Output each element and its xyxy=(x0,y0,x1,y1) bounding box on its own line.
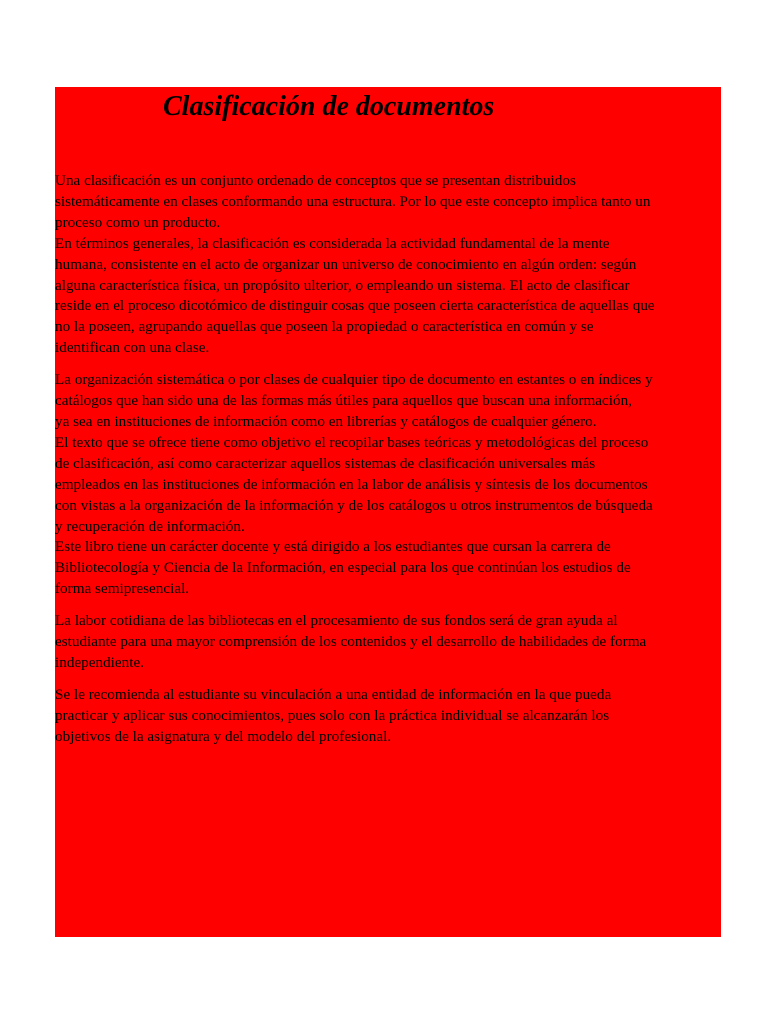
document-body xyxy=(55,171,721,759)
text-line: objetivos de la asignatura y del modelo del profesional. xyxy=(55,727,392,745)
text-line: Bibliotecología y Ciencia de la Información, en especial para los que continúan los estudios de xyxy=(55,559,631,577)
text-line: Una clasificación es un conjunto ordenado de conceptos que se presentan distribuidos xyxy=(55,172,576,189)
text-line: identifican con una clase. xyxy=(55,339,210,357)
text-line: reside en el proceso dicotómico de distinguir cosas que poseen cierta característica de aquellas que xyxy=(55,297,655,315)
text-line: empleados en las instituciones de información en la labor de análisis y síntesis de los documentos xyxy=(55,475,648,493)
text-line: no la poseen, agrupando aquellas que poseen la propiedad o característica en común y se xyxy=(55,318,594,336)
paragraph-2 xyxy=(55,370,721,600)
text-line: catálogos que han sido una de las formas más útiles para aquellos que buscan una información, xyxy=(55,392,632,410)
text-line: sistemáticamente en clases conformando una estructura. Por lo que este concepto implica tanto un xyxy=(55,192,651,210)
text-line: En términos generales, la clasificación es considerada la actividad fundamental de la mente xyxy=(55,234,610,252)
paragraph-3 xyxy=(55,611,721,674)
text-line: Se le recomienda al estudiante su vinculación a una entidad de información en la que pueda xyxy=(55,685,612,703)
text-line: estudiante para una mayor comprensión de los contenidos y el desarrollo de habilidades de forma xyxy=(55,633,647,651)
text-line: Este libro tiene un carácter docente y está dirigido a los estudiantes que cursan la carrera de xyxy=(55,538,611,556)
paragraph-1 xyxy=(55,171,721,359)
text-line: con vistas a la organización de la información y de los catálogos u otros instrumentos de búsqueda xyxy=(55,496,653,514)
text-line: y recuperación de información. xyxy=(55,517,245,535)
document-title: Clasificación de documentos xyxy=(163,91,495,122)
paragraph-4 xyxy=(55,685,721,748)
text-line: ya sea en instituciones de información como en librerías y catálogos de cualquier género. xyxy=(55,412,597,430)
text-line: forma semipresencial. xyxy=(55,580,190,598)
text-line: alguna característica física, un propósito ulterior, o empleando un sistema. El acto de clasificar xyxy=(55,276,630,294)
text-line: El texto que se ofrece tiene como objetivo el recopilar bases teóricas y metodológicas del proceso xyxy=(55,433,649,451)
text-line: independiente. xyxy=(55,653,144,671)
text-line: practicar y aplicar sus conocimientos, pues solo con la práctica individual se alcanzarán los xyxy=(55,706,610,724)
text-line: La labor cotidiana de las bibliotecas en el procesamiento de sus fondos será de gran ayuda al xyxy=(55,612,618,630)
text-line: de clasificación, así como caracterizar aquellos sistemas de clasificación universales más xyxy=(55,454,596,472)
text-line: La organización sistemática o por clases de cualquier tipo de documento en estantes o en índices y xyxy=(55,371,653,389)
red-content-box xyxy=(55,87,721,937)
text-line: humana, consistente en el acto de organizar un universo de conocimiento en algún orden: según xyxy=(55,255,637,273)
text-line: proceso como un producto. xyxy=(55,213,221,231)
